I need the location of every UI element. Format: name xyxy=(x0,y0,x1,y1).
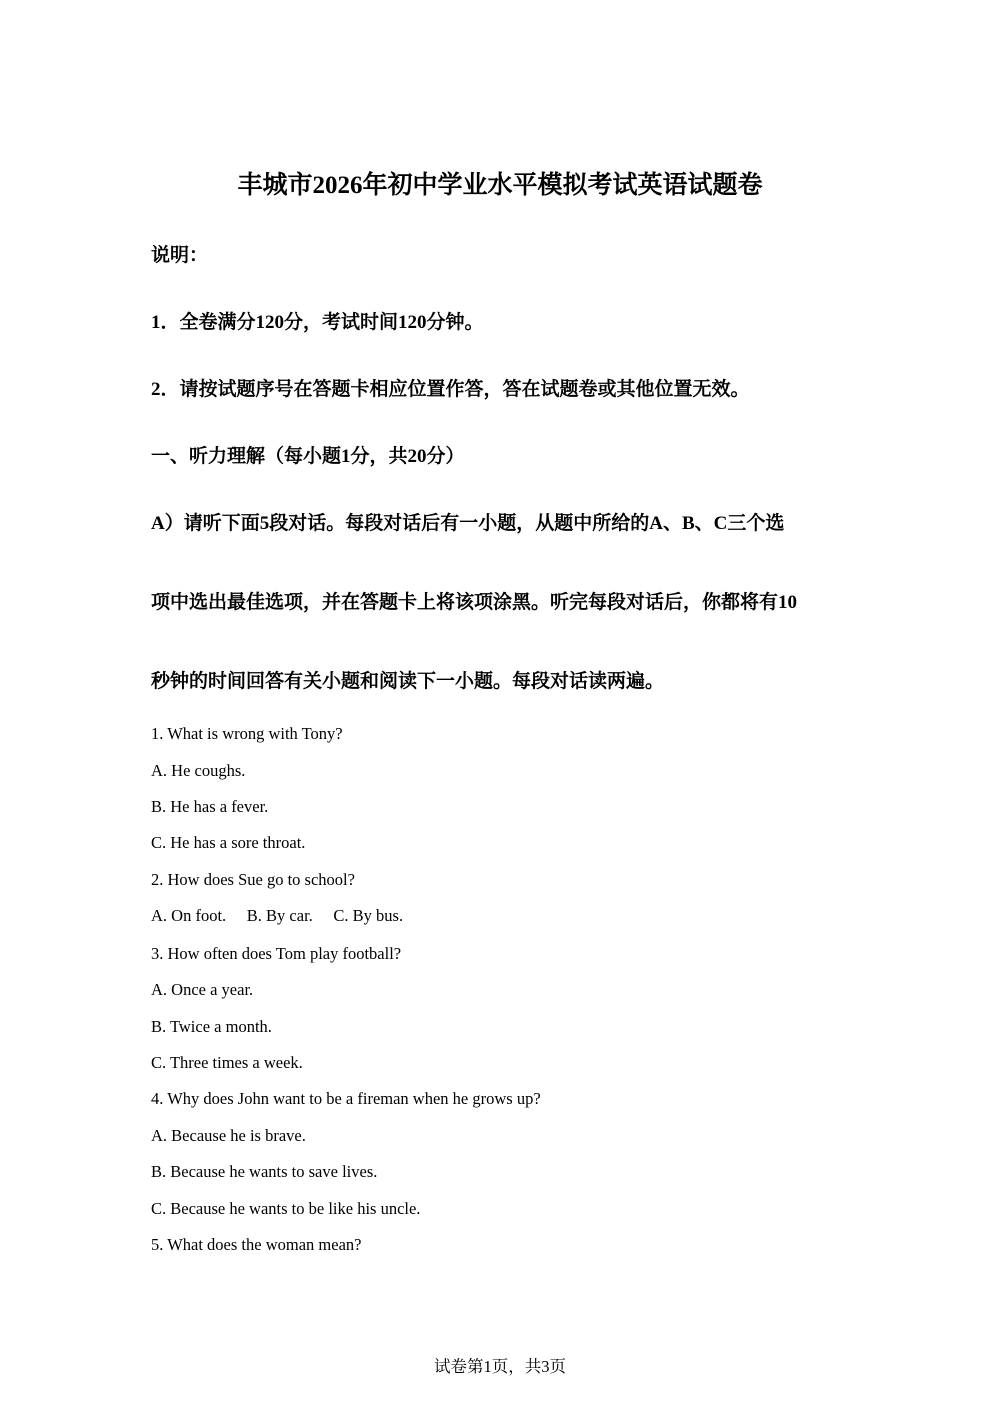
question-stem: 2. How does Sue go to school? xyxy=(151,870,355,889)
page-footer: 试卷第1页，共3页 xyxy=(434,1357,566,1376)
instructions-heading: 说明： xyxy=(151,245,209,266)
question-stem: 4. Why does John want to be a fireman when he grows up? xyxy=(151,1089,541,1108)
answer-option: A. Once a year. xyxy=(151,980,254,999)
answer-option: B. Twice a month. xyxy=(151,1017,272,1036)
answer-option: B. He has a fever. xyxy=(151,797,269,816)
answer-option: C. Three times a week. xyxy=(151,1053,303,1072)
answer-option: C. Because he wants to be like his uncle. xyxy=(151,1199,421,1218)
page-title: 丰城市2026年初中学业水平模拟考试英语试题卷 xyxy=(237,172,763,199)
answer-option: C. He has a sore throat. xyxy=(151,833,306,852)
part-a-directions-line: 项中选出最佳选项，并在答题卡上将该项涂黑。听完每段对话后，你都将有10 xyxy=(151,592,798,613)
answer-option: A. Because he is brave. xyxy=(151,1126,306,1145)
answer-option: B. Because he wants to save lives. xyxy=(151,1162,378,1181)
answer-options-inline: A. On foot. B. By car. C. By bus. xyxy=(151,906,404,925)
section-heading: 一、听力理解（每小题1分，共20分） xyxy=(151,446,465,467)
question-stem: 3. How often does Tom play football? xyxy=(151,944,402,963)
answer-option: A. He coughs. xyxy=(151,761,246,780)
question-stem: 5. What does the woman mean? xyxy=(151,1235,362,1254)
instruction-item: 1．全卷满分120分，考试时间120分钟。 xyxy=(151,312,484,333)
part-a-directions-line: A）请听下面5段对话。每段对话后有一小题，从题中所给的A、B、C三个选 xyxy=(151,513,785,534)
part-a-directions-line: 秒钟的时间回答有关小题和阅读下一小题。每段对话读两遍。 xyxy=(151,671,665,692)
question-stem: 1. What is wrong with Tony? xyxy=(151,724,343,743)
instruction-item: 2．请按试题序号在答题卡相应位置作答，答在试题卷或其他位置无效。 xyxy=(151,379,750,400)
